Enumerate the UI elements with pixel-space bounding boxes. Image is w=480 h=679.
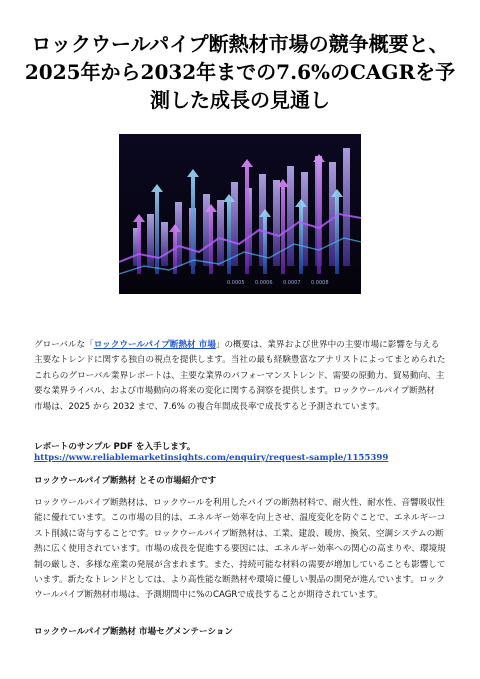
hero-axis-label: 0.0006 [255,280,273,286]
hero-axis-label: 0.0005 [227,280,245,286]
hero-axis-label: 0.0008 [311,280,329,286]
sample-pdf-heading: レポートのサンプル PDF を入手します。 [34,442,196,452]
market-report-link[interactable]: ロックウールパイプ断熱材 市場 [93,340,216,350]
section-market-intro-heading: ロックウールパイプ断熱材 とその市場紹介です [34,476,217,486]
hero-bar [217,200,224,266]
hero-axis-label: 0.0007 [283,280,301,286]
hero-bar [203,194,210,266]
hero-bar [343,148,350,266]
sample-request-link[interactable]: https://www.reliablemarketinsights.com/enquiry/request-sample/1155399 [34,453,389,463]
hero-chart-graphic [119,134,361,294]
hero-bar [231,182,238,266]
hero-bar [147,214,154,266]
hero-bar [287,166,294,266]
section-segmentation-heading: ロックウールパイプ断熱材 市場セグメンテーション [34,627,234,637]
page-title: ロックウールパイプ断熱材市場の競争概要と、2025年から2032年までの7.6%のCAGRを予測した成長の見通し [24,32,456,112]
hero-chart-image [119,134,361,294]
hero-bar [161,222,168,266]
hero-bar [329,162,336,266]
intro-paragraph: グローバルな「ロックウールパイプ断熱材 市場」の概要は、業界および世界中の主要市場に影響を与える主要なトレンドに関する独自の視点を提供します。当社の最も経験豊富なアナリストによってまとめられたこれらのグローバル業界レポートは、主要な業界のパフォーマンストレンド、需要の原動力、貿易動向、主要な業界ライバル、および市場動向の将来の変化に関する洞察を提供します。ロックウールパイプ断熱材 市場は、2025 から 2032 まで、7.6% の複合年間成長率で成長すると予測されています。 [34,340,446,412]
section-market-intro-body: ロックウールパイプ断熱材は、ロックウールを利用したパイプの断熱材料で、耐火性、耐水性、音響吸収性能に優れています。この市場の目的は、エネルギー効率を向上させ、温度変化を防ぐことで、エネルギーコスト削減に寄与することです。ロックウールパイプ断熱材は、工業、建設、暖房、換気、空調システムの断熱に広く使用されています。市場の成長を促進する要因には、エネルギー効率への関心の高まりや、環境規制の厳しさ、多様な産業の発展が含まれます。また、持続可能な材料の需要が増加していることも影響しています。新たなトレンドとしては、より高性能な断熱材や環境に優しい製品の開発が進んでいます。ロックウールパイプ断熱材市場は、予測期間中に%のCAGRで成長することが期待されています。 [34,498,446,601]
